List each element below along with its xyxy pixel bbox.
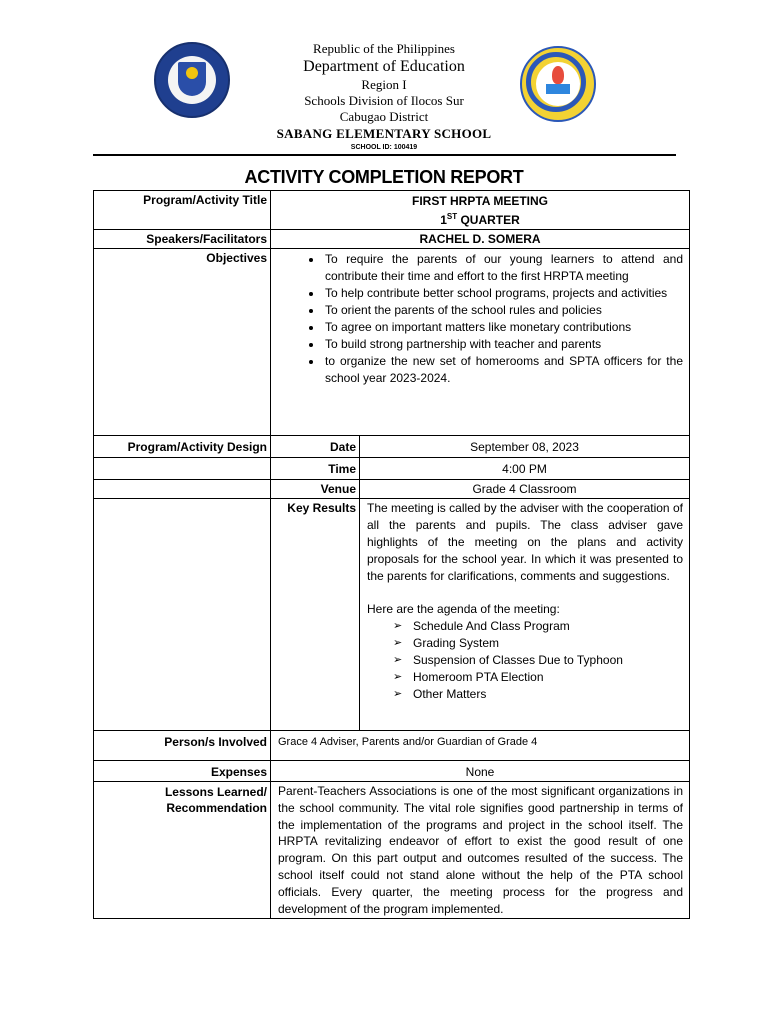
- row-key-results: [94, 499, 690, 731]
- value-key-results: [360, 499, 690, 731]
- program-title-line: FIRST HRPTA MEETING: [412, 194, 548, 208]
- quarter-number: 1: [440, 213, 447, 227]
- header-region: Region I: [361, 77, 407, 92]
- value-time: 4:00 PM: [360, 458, 690, 480]
- header-school-id: SCHOOL ID: 100419: [350, 144, 418, 151]
- agenda-item: ➢ Grading System: [413, 635, 683, 652]
- value-program-title: [271, 191, 690, 230]
- letterhead: [0, 40, 768, 153]
- label-venue: Venue: [271, 480, 360, 499]
- row-expenses: [94, 761, 690, 782]
- agenda-item: ➢ Schedule And Class Program: [413, 618, 683, 635]
- row-program-title: [94, 191, 690, 230]
- header-divider: [93, 154, 676, 156]
- label-venue-blank: [94, 480, 271, 499]
- value-objectives: [271, 249, 690, 436]
- objective-item: • to organize the new set of homerooms and SPTA officers for the school year 2023-2024.: [323, 353, 683, 387]
- agenda-item: ➢ Homeroom PTA Election: [413, 669, 683, 686]
- row-time: [94, 458, 690, 480]
- row-lessons: [94, 782, 690, 919]
- label-persons: Person/s Involved: [94, 731, 271, 761]
- agenda-item: ➢ Suspension of Classes Due to Typhoon: [413, 652, 683, 669]
- value-persons: Grace 4 Adviser, Parents and/or Guardian of Grade 4: [271, 731, 690, 761]
- label-time: Time: [271, 458, 360, 480]
- label-lessons-line2: Recommendation: [166, 801, 267, 815]
- label-expenses: Expenses: [94, 761, 271, 782]
- objective-item: • To help contribute better school programs, projects and activities: [323, 285, 683, 302]
- label-key-results-blank: [94, 499, 271, 731]
- page-title: ACTIVITY COMPLETION REPORT: [244, 167, 524, 187]
- objective-item: • To agree on important matters like monetary contributions: [323, 319, 683, 336]
- label-design: Program/Activity Design: [94, 436, 271, 458]
- value-expenses: None: [271, 761, 690, 782]
- row-speakers: [94, 230, 690, 249]
- objective-item: • To orient the parents of the school rules and policies: [323, 302, 683, 319]
- quarter-suffix: ST: [446, 212, 458, 221]
- row-venue: [94, 480, 690, 499]
- agenda-list: [367, 618, 683, 703]
- header-school: SABANG ELEMENTARY SCHOOL: [276, 126, 492, 141]
- objective-item: • To build strong partnership with teacher and parents: [323, 336, 683, 353]
- header-department: Department of Education: [303, 58, 465, 75]
- key-results-spacer: [367, 585, 683, 601]
- agenda-item: ➢ Other Matters: [413, 686, 683, 703]
- label-key-results: Key Results: [271, 499, 360, 731]
- label-lessons-line1: Lessons Learned/: [164, 785, 267, 799]
- label-speakers: Speakers/Facilitators: [94, 230, 271, 249]
- row-persons: [94, 731, 690, 761]
- row-date: [94, 436, 690, 458]
- objective-item: • To require the parents of our young learners to attend and contribute their time and effort to the first HRPTA meeting: [323, 251, 683, 285]
- value-speakers: RACHEL D. SOMERA: [271, 230, 690, 249]
- label-date: Date: [271, 436, 360, 458]
- header-district: Cabugao District: [339, 109, 429, 124]
- label-program-title: Program/Activity Title: [94, 191, 271, 230]
- value-venue: Grade 4 Classroom: [360, 480, 690, 499]
- agenda-intro: Here are the agenda of the meeting:: [367, 602, 560, 616]
- quarter-word: QUARTER: [457, 213, 520, 227]
- label-design-blank: [94, 458, 271, 480]
- key-results-text: The meeting is called by the adviser with the cooperation of all the parents and pupils. The class adviser gave highlights of the meeting on the plans and activity proposals for the school year. In which it was presented to the parents for clarifications, comments and suggestions.: [367, 501, 683, 583]
- label-objectives: Objectives: [94, 249, 271, 436]
- row-objectives: [94, 249, 690, 436]
- report-table: [93, 190, 690, 919]
- header-division: Schools Division of Ilocos Sur: [304, 93, 464, 108]
- value-date: September 08, 2023: [360, 436, 690, 458]
- header-republic: Republic of the Philippines: [313, 41, 455, 56]
- value-lessons: Parent-Teachers Associations is one of the most significant organizations in the school community. The vital role signifies good partnership in terms of the implementation of the programs and project in the school itself. The HRPTA revitalizing endeavor of effort to exist the good result of one program. On this part output and outcomes resulted of the success. The school itself could not stand alone without the help of the PTA school officials. Every quarter, the meeting process for the progress and development of the program implemented.: [271, 782, 690, 919]
- label-lessons: [94, 782, 271, 919]
- program-quarter-line: [274, 209, 686, 228]
- objectives-list: [271, 251, 683, 387]
